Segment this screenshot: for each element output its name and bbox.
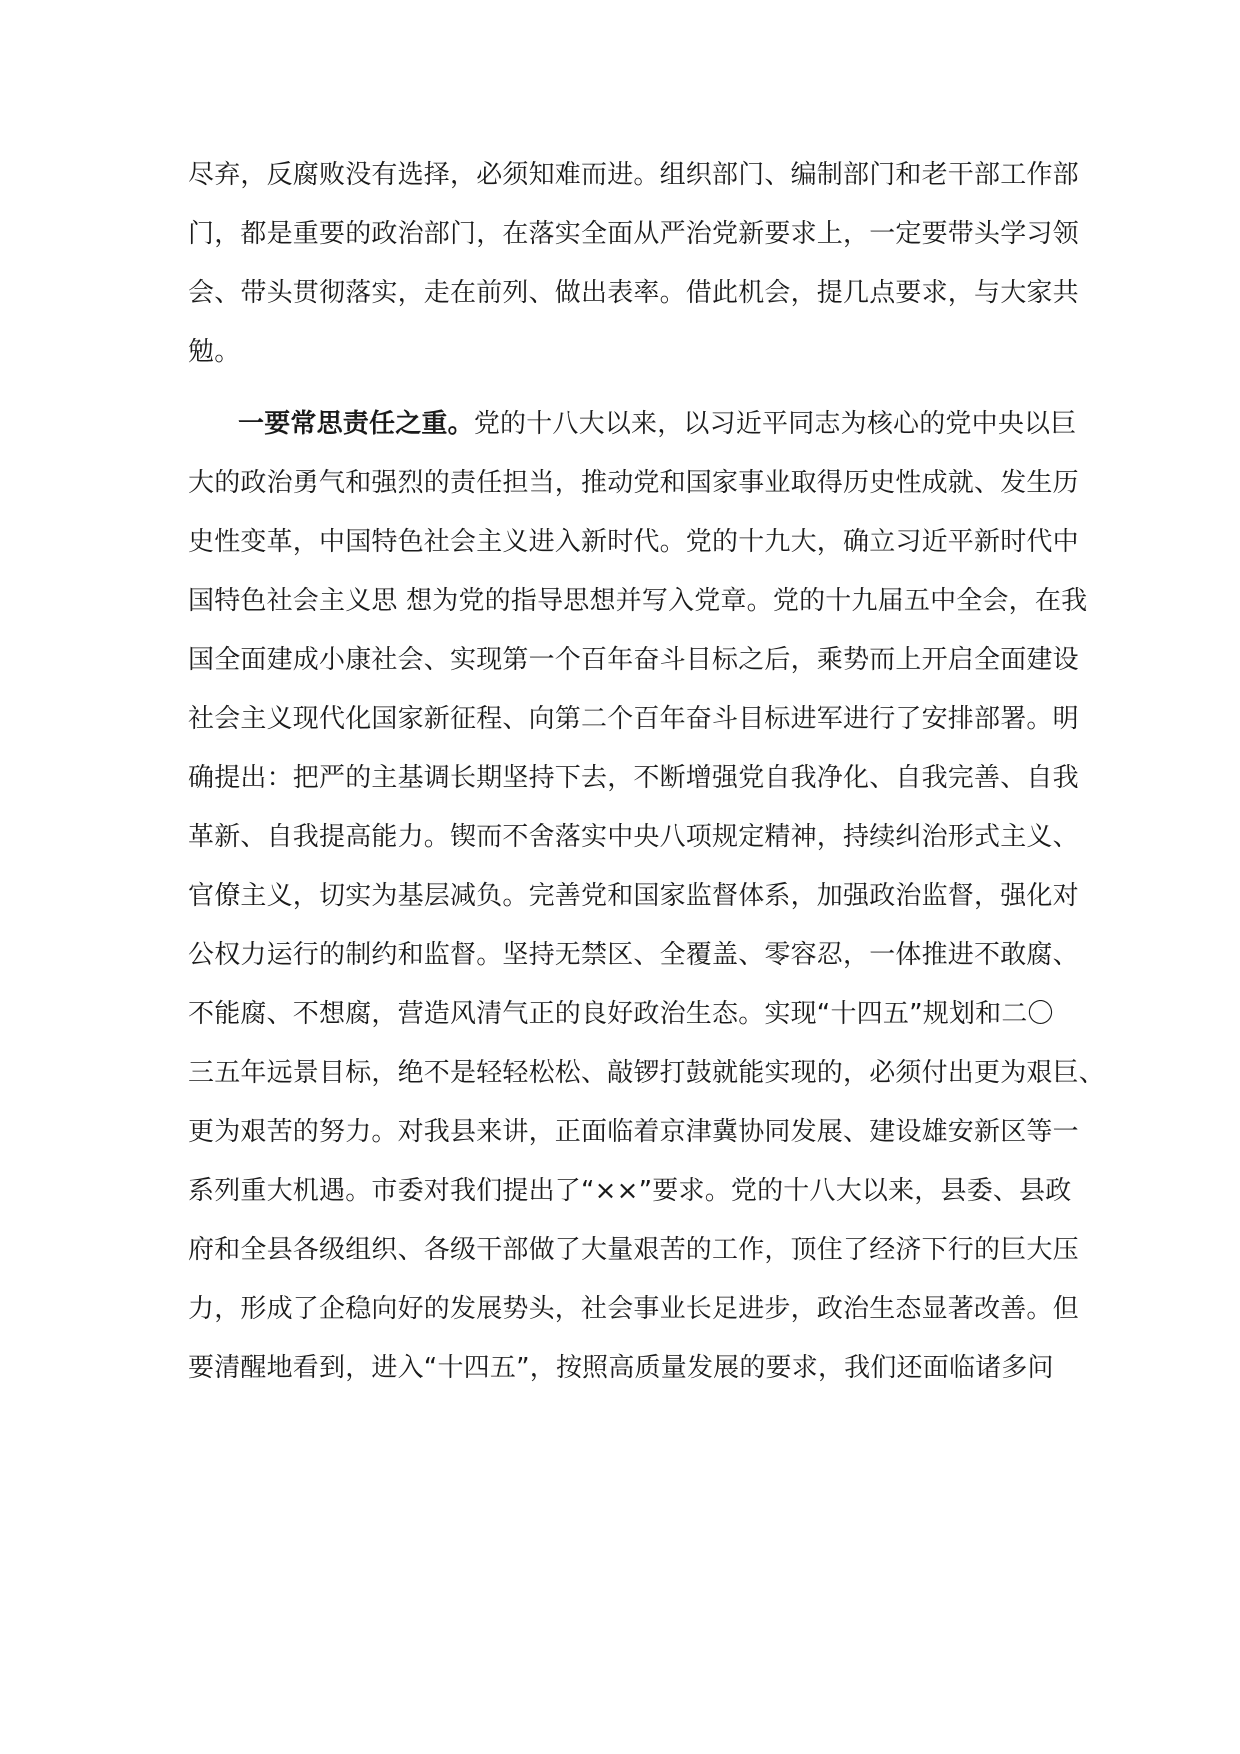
paragraph-2-line: 府和全县各级组织、各级干部做了大量艰苦的工作，顶住了经济下行的巨大压 xyxy=(188,1235,1079,1265)
paragraph-2-line: 大的政治勇气和强烈的责任担当，推动党和国家事业取得历史性成就、发生历 xyxy=(188,468,1079,498)
paragraph-1-line: 尽弃，反腐败没有选择，必须知难而进。组织部门、编制部门和老干部工作部 xyxy=(188,160,1079,190)
paragraph-2-line: 革新、自我提高能力。锲而不舍落实中央八项规定精神，持续纠治形式主义、 xyxy=(188,822,1079,852)
paragraph-2-first-line-text: 党的十八大以来，以习近平同志为核心的党中央以巨 xyxy=(473,409,1077,439)
paragraph-2-line: 国全面建成小康社会、实现第一个百年奋斗目标之后，乘势而上开启全面建设 xyxy=(188,645,1079,675)
paragraph-2-line: 三五年远景目标，绝不是轻轻松松、敲锣打鼓就能实现的，必须付出更为艰巨、 xyxy=(188,1058,1106,1088)
section-heading: 一要常思责任之重。 xyxy=(238,409,474,439)
paragraph-1-line: 门，都是重要的政治部门，在落实全面从严治党新要求上，一定要带头学习领 xyxy=(188,219,1079,249)
paragraph-1-line: 勉。 xyxy=(188,337,241,367)
paragraph-2-line: 史性变革，中国特色社会主义进入新时代。党的十九大，确立习近平新时代中 xyxy=(188,527,1079,557)
paragraph-2-line: 力，形成了企稳向好的发展势头，社会事业长足进步，政治生态显著改善。但 xyxy=(188,1294,1079,1324)
paragraph-2-line: 不能腐、不想腐，营造风清气正的良好政治生态。实现“十四五”规划和二〇 xyxy=(188,999,1054,1029)
paragraph-2-line: 公权力运行的制约和监督。坚持无禁区、全覆盖、零容忍，一体推进不敢腐、 xyxy=(188,940,1079,970)
paragraph-2-line: 更为艰苦的努力。对我县来讲，正面临着京津冀协同发展、建设雄安新区等一 xyxy=(188,1117,1079,1147)
paragraph-2-line: 确提出：把严的主基调长期坚持下去，不断增强党自我净化、自我完善、自我 xyxy=(188,763,1079,793)
paragraph-2-first-line xyxy=(238,406,1076,442)
paragraph-2-line: 要清醒地看到，进入“十四五”，按照高质量发展的要求，我们还面临诸多问 xyxy=(188,1353,1054,1383)
paragraph-2-line: 系列重大机遇。市委对我们提出了“××”要求。党的十八大以来，县委、县政 xyxy=(188,1176,1072,1206)
paragraph-2-line: 社会主义现代化国家新征程、向第二个百年奋斗目标进军进行了安排部署。明 xyxy=(188,704,1079,734)
paragraph-1-line: 会、带头贯彻落实，走在前列、做出表率。借此机会，提几点要求，与大家共 xyxy=(188,278,1079,308)
paragraph-2-line: 官僚主义，切实为基层减负。完善党和国家监督体系，加强政治监督，强化对 xyxy=(188,881,1079,911)
paragraph-2-line: 国特色社会主义思 想为党的指导思想并写入党章。党的十九届五中全会，在我 xyxy=(188,586,1088,616)
